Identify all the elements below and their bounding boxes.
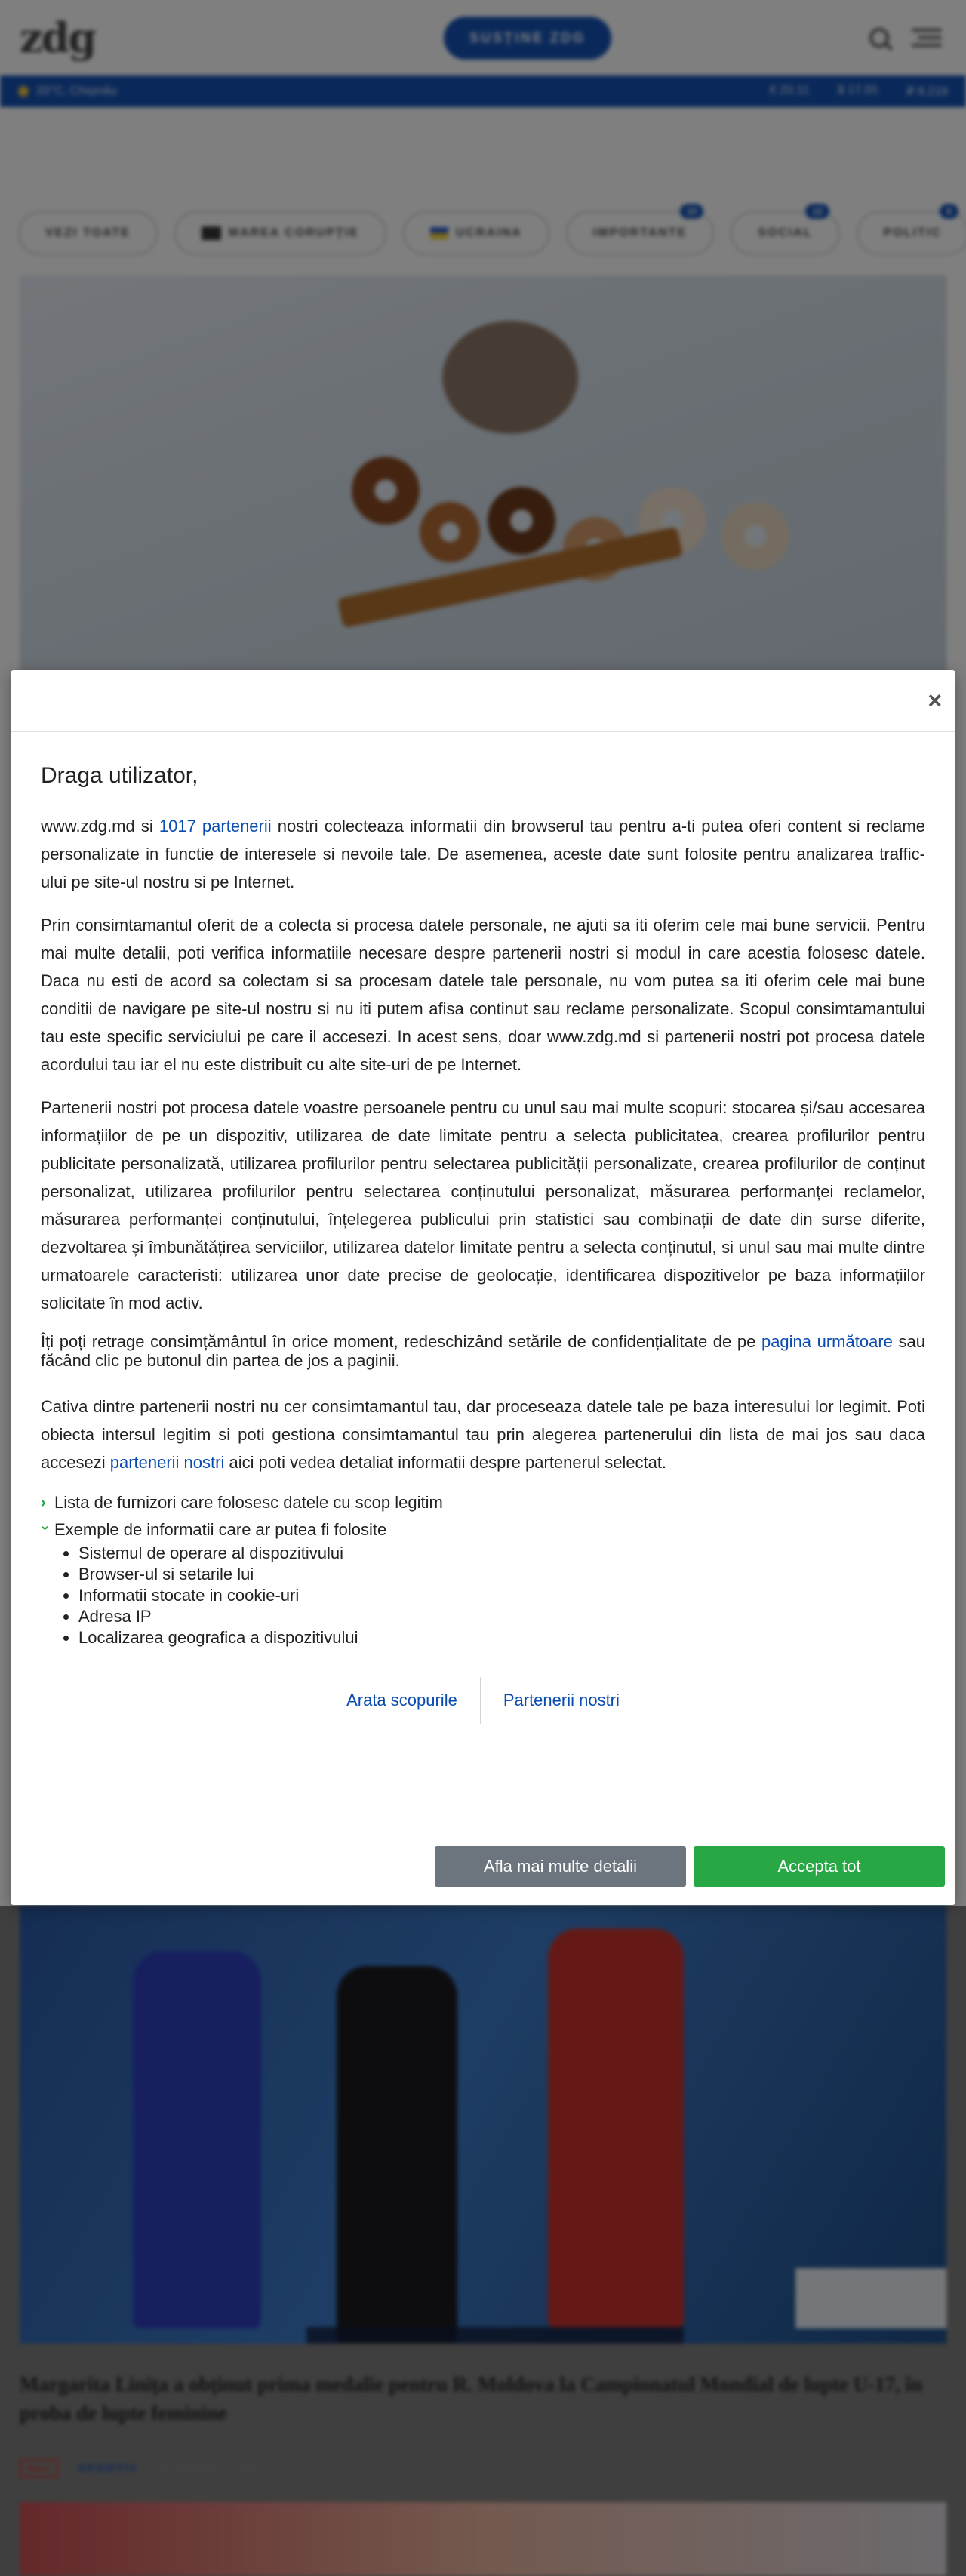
modal-header	[11, 670, 955, 732]
consent-modal	[11, 670, 955, 1905]
list-item: • Localizarea geografica a dispozitivului	[78, 1627, 925, 1648]
consent-paragraph-3: Partenerii nostri pot procesa datele voastre persoanele pentru cu unul sau mai multe scopuri: stocarea și/sau accesarea informațiilor de pe un dispozitiv, utilizarea de date limitate pentru a selecta publicitatea, crearea profilurilor pentru publicitate personalizată, utilizarea profilurilor pentru selectarea publicității personalizate, crearea profilurilor de conținut personalizat, utilizarea profilurilor pentru selectarea conținutului personalizat, măsurarea performanței reclamelor, măsurarea performanței conținutului, înțelegerea publicului prin statistici sau combinații de date din surse diferite, dezvoltarea și îmbunătățirea serviciilor, utilizarea datelor limitate pentru a selecta conținutul, si unul sau mai multe dintre urmatoarele caracteristi: utilizarea unor date precise de geolocație, identificarea dispozitivelor pe baza informațiilor solicitate în mod activ.	[41, 1098, 925, 1313]
our-partners-link[interactable]: Partenerii nostri	[503, 1691, 620, 1710]
consent-paragraph-5	[41, 1393, 925, 1476]
list-item: • Adresa IP	[78, 1606, 925, 1627]
chevron-right-icon: ›	[41, 1494, 46, 1511]
toggle-label: Exemple de informatii care ar putea fi folosite	[54, 1520, 387, 1539]
modal-backdrop-lower	[0, 1906, 966, 2576]
consent-paragraph-4	[41, 1332, 925, 1370]
partners-count-link[interactable]: 1017 partenerii	[158, 817, 272, 836]
consent-paragraph-2: Prin consimtamantul oferit de a colecta si procesa datele personale, ne ajuti sa iti oferim cele mai bune servicii. Pentru mai multe detalii, poti verifica informatiile necesare despre partenerii nostri si modul in care acestia folosesc datele. Daca nu esti de acord sa colectam si sa procesam datele tale personale, nu vom putea sa iti oferim cele mai bune conditii de navigare pe site-ul nostru si nu iti putem afisa continut sau reclame personalizate. Scopul consimtamantului tau este specific serviciului pe care il accesezi. In acest sens, doar www.zdg.md si partenerii nostri pot procesa datele acordului tau iar el nu este distribuit cu alte site-uri de pe Internet.	[41, 916, 925, 1074]
modal-links	[41, 1677, 925, 1724]
toggle-label: Lista de furnizori care folosesc datele cu scop legitim	[54, 1493, 443, 1512]
legitimate-vendors-toggle[interactable]	[41, 1491, 925, 1514]
text: www.zdg.md si	[41, 817, 159, 836]
chevron-down-icon: ›	[37, 1525, 54, 1531]
text: nostri colecteaza informatii din browserul tau pentru a-ti putea oferi content si reclame personalizate in functie de interesele si nevoile tale. De asemenea, aceste date sunt folosite pentru analizarea traffic-ului pe site-ul nostru si pe Internet.	[41, 817, 925, 891]
text: sau făcând clic pe butonul din partea de jos a paginii.	[41, 1332, 925, 1370]
modal-title: Draga utilizator,	[41, 763, 198, 788]
settings-page-link[interactable]: pagina următoare	[761, 1332, 893, 1351]
accept-all-button[interactable]: Accepta tot	[694, 1846, 945, 1887]
modal-body	[11, 732, 955, 1724]
close-icon[interactable]: ×	[928, 687, 942, 714]
modal-footer	[11, 1827, 955, 1905]
info-examples-list	[41, 1543, 925, 1648]
text: aici poti vedea detaliat informatii despre partenerul selectat.	[224, 1453, 667, 1472]
list-item: • Browser-ul si setarile lui	[78, 1564, 925, 1585]
text: Îți poți retrage consimțământul în orice moment, redeschizând setările de confidențialitate de pe	[41, 1332, 761, 1351]
info-examples-toggle[interactable]	[37, 1519, 925, 1541]
list-item: • Sistemul de operare al dispozitivului	[78, 1543, 925, 1564]
text: Cativa dintre partenerii nostri nu cer consimtamantul tau, dar proceseaza datele tale pe baza interesului lor legimit. Poti obiecta intersul legitim si poti gestiona consimtamantul tau prin alegerea partenerului din lista de mai jos sau daca accesezi	[41, 1397, 925, 1472]
list-item: • Informatii stocate in cookie-uri	[78, 1585, 925, 1606]
consent-paragraph-1	[41, 812, 925, 896]
more-details-button[interactable]: Afla mai multe detalii	[435, 1846, 686, 1887]
partners-link[interactable]: partenerii nostri	[109, 1453, 225, 1472]
show-purposes-link[interactable]: Arata scopurile	[346, 1691, 457, 1710]
